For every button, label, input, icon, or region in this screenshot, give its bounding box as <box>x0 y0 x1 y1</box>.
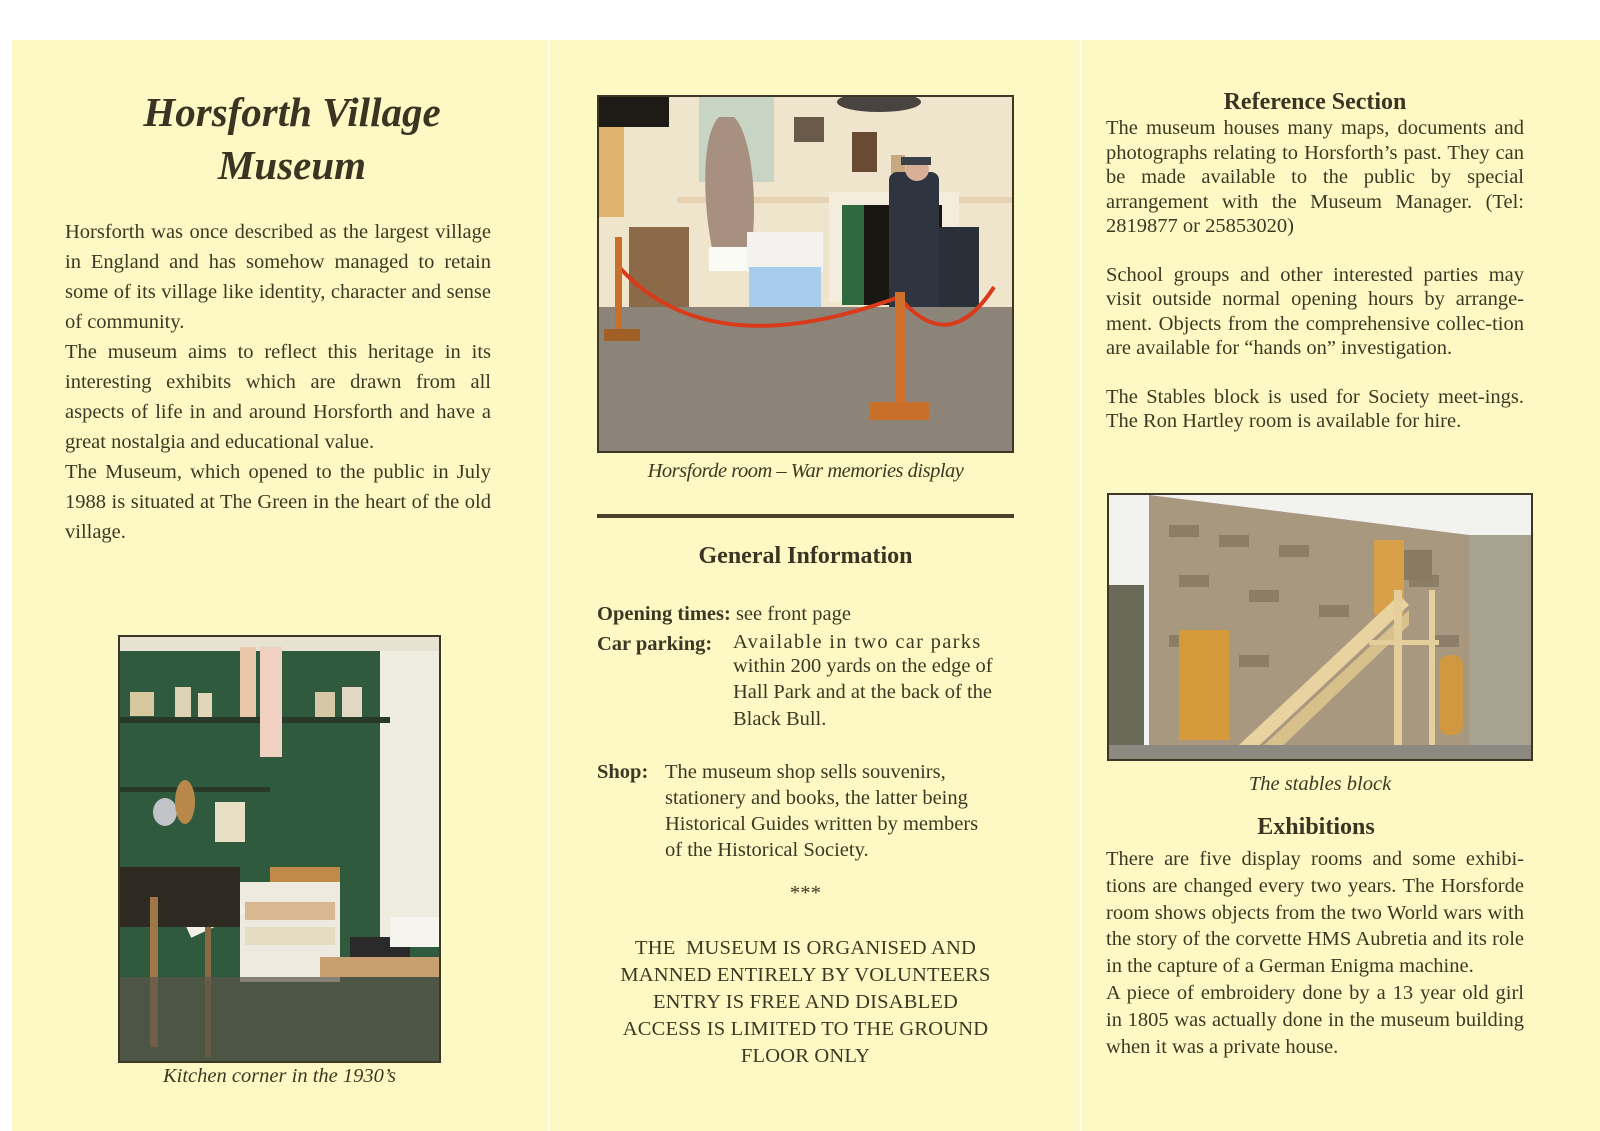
kitchen-corner-caption: Kitchen corner in the 1930’s <box>162 1065 397 1087</box>
war-memories-caption: Horsforde room – War memories display <box>647 460 964 482</box>
shop-line: stationery and books, the latter being <box>665 787 968 809</box>
separator-asterisks: *** <box>789 882 822 904</box>
kitchen-corner-photo <box>118 635 441 1063</box>
shop-value <box>665 759 1025 863</box>
notice-line: THE MUSEUM IS ORGANISED AND <box>634 937 977 959</box>
stables-block-photo <box>1107 493 1533 761</box>
title-line-2: Museum <box>217 142 367 188</box>
exhibitions-heading: Exhibitions <box>1257 814 1375 840</box>
intro-paragraph-3: The Museum, which opened to the public in July 1988 is situated at The Green in the heart of the old village. <box>65 461 491 543</box>
stables-block-caption: The stables block <box>1248 773 1392 795</box>
exhibitions-paragraph-2: A piece of embroidery done by a 13 year old girl in 1805 was actually done in the museum building when it was a private house. <box>1106 981 1524 1058</box>
reference-section-heading: Reference Section <box>1223 89 1407 115</box>
shop-line: of the Historical Society. <box>665 839 869 861</box>
volunteer-notice <box>587 935 1024 1070</box>
opening-times-row <box>597 601 1017 627</box>
shop-line: The museum shop sells souvenirs, <box>665 761 946 783</box>
reference-text <box>1106 116 1524 434</box>
car-parking-label: Car parking: <box>597 633 713 655</box>
opening-times-value: see front page <box>735 603 851 625</box>
middle-panel <box>550 40 1080 1131</box>
exhibitions-paragraph-1: There are five display rooms and some exhibi-tions are changed every two years. The Horsforde room shows objects from the two World wars with the story of the corvette HMS Aubretia and its role in the capture of a German Enigma machine. <box>1106 848 1524 978</box>
notice-line: FLOOR ONLY <box>740 1045 871 1067</box>
section-divider <box>597 514 1014 518</box>
exhibitions-text <box>1106 846 1524 1060</box>
intro-text <box>65 217 491 547</box>
car-parking-value <box>733 631 1033 733</box>
title-line-1: Horsforth Village <box>143 89 441 135</box>
car-parking-line: Hall Park and at the back of the <box>733 681 993 703</box>
left-panel <box>12 40 548 1131</box>
shop-line: Historical Guides written by members <box>665 813 979 835</box>
museum-title <box>72 86 512 192</box>
car-parking-line: within 200 yards on the edge of <box>733 655 993 677</box>
car-parking-line: Black Bull. <box>733 708 827 730</box>
opening-times-label: Opening times: <box>597 603 731 625</box>
notice-line: ENTRY IS FREE AND DISABLED <box>652 991 959 1013</box>
reference-paragraph-1: The museum houses many maps, documents and photographs relating to Horsforth’s past. They can be made available to the public by special arrangement with the Museum Manager. (Tel: 2819877 or 25853020) <box>1106 117 1524 237</box>
war-memories-display-photo <box>597 95 1014 453</box>
notice-line: MANNED ENTIRELY BY VOLUNTEERS <box>620 964 991 986</box>
intro-paragraph-2: The museum aims to reflect this heritage in its interesting exhibits which are drawn from all aspects of life in and around Horsforth and have a great nostalgia and educational value. <box>65 341 491 453</box>
notice-line: ACCESS IS LIMITED TO THE GROUND <box>622 1018 989 1040</box>
intro-paragraph-1: Horsforth was once described as the largest village in England and has somehow managed to retain some of its village like identity, character and sense of community. <box>65 221 491 333</box>
reference-paragraph-3: The Stables block is used for Society meet-ings. The Ron Hartley room is available for hire. <box>1106 385 1524 432</box>
general-information-heading: General Information <box>698 543 913 569</box>
right-panel <box>1082 40 1600 1131</box>
reference-paragraph-2: School groups and other interested parties may visit outside normal opening hours by arrange-ment. Objects from the comprehensive collec-tion are available for “hands on” investigation. <box>1106 263 1524 359</box>
car-parking-line: Available in two car parks <box>733 631 982 653</box>
shop-label: Shop: <box>597 761 649 783</box>
